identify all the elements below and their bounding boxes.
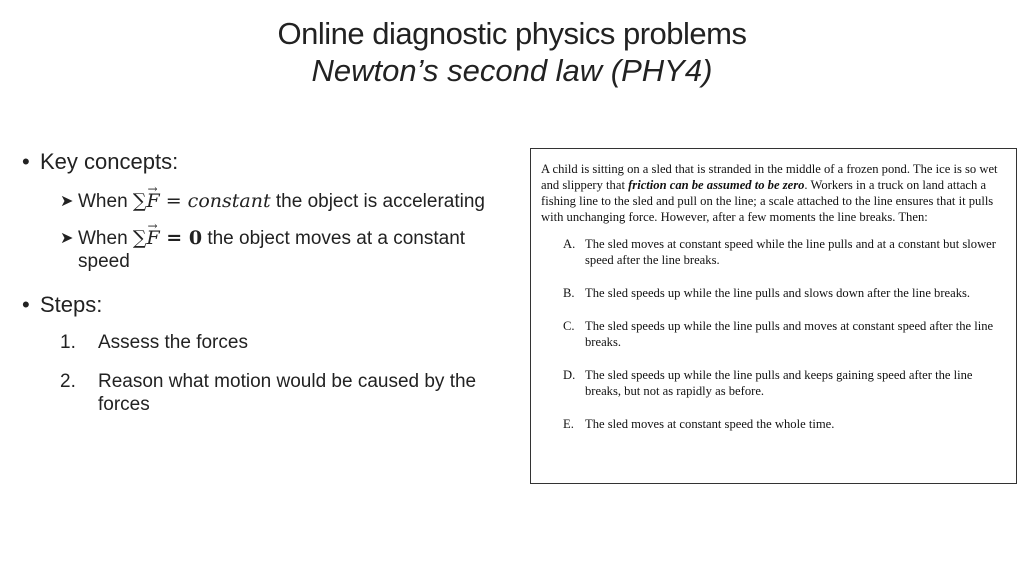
slide-content [20, 148, 520, 416]
problem-box [530, 148, 1017, 484]
option-c [541, 318, 1006, 350]
step-text: Assess the forces [98, 332, 248, 353]
step-item [60, 370, 520, 416]
steps-heading: • Steps: [20, 291, 520, 319]
option-b [541, 285, 1006, 301]
key-concepts-heading: • Key concepts: [20, 148, 520, 176]
stem-emphasis: friction can be assumed to be zero [628, 178, 805, 192]
answer-options [541, 236, 1006, 432]
concept-item-accelerating [60, 190, 520, 213]
option-d [541, 367, 1006, 399]
concept-item-constant-speed [60, 227, 520, 273]
option-text: The sled speeds up while the line pulls and slows down after the line breaks. [585, 286, 971, 300]
concept-equation: = 0 [159, 227, 203, 249]
slide-title: Online diagnostic physics problems [277, 16, 747, 51]
step-number: 1. [60, 332, 76, 353]
concept-description: the object is accelerating [270, 191, 485, 212]
option-text: The sled moves at constant speed the whole time. [585, 417, 835, 431]
option-text: The sled speeds up while the line pulls and moves at constant speed after the line breaks. [585, 319, 994, 349]
option-text: The sled moves at constant speed while the line pulls and at a constant but slower speed after the line breaks. [585, 237, 996, 267]
stem-text-after: . Workers in a truck on land attach a fishing line to the sled and pull on the line; a scale attached to the line ensures that it pulls with unchanging force. However, after a few moments the line breaks. Then: [541, 178, 994, 224]
option-letter: E. [563, 417, 574, 431]
option-letter: A. [563, 237, 576, 251]
concept-prefix: When [78, 228, 133, 249]
step-text: Reason what motion would be caused by the forces [98, 371, 477, 415]
step-item [60, 331, 520, 354]
step-number: 2. [60, 371, 76, 392]
stem-text-before: A child is sitting on a sled that is stranded in the middle of a frozen pond. The ice is so wet and slippery that [541, 162, 998, 192]
option-letter: B. [563, 286, 575, 300]
concept-description: the object moves at a constant speed [78, 228, 466, 272]
option-letter: C. [563, 319, 575, 333]
option-a [541, 236, 1006, 268]
force-vector-symbol: → F [147, 227, 160, 250]
arrow-bullet-icon: ➤ [60, 230, 74, 247]
option-e [541, 416, 1006, 432]
problem-stem [541, 161, 1006, 225]
option-letter: D. [563, 368, 576, 382]
force-vector-symbol: → F [147, 190, 160, 213]
title-block [0, 16, 1024, 90]
option-text: The sled speeds up while the line pulls and keeps gaining speed after the line breaks, but not as rapidly as before. [585, 368, 973, 398]
sum-symbol: ∑ [132, 227, 147, 249]
sum-symbol: ∑ [132, 190, 147, 212]
slide-subtitle: Newton’s second law (PHY4) [311, 53, 713, 88]
arrow-bullet-icon: ➤ [60, 193, 74, 210]
concept-prefix: When [78, 191, 133, 212]
concept-equation: = constant [159, 190, 271, 212]
